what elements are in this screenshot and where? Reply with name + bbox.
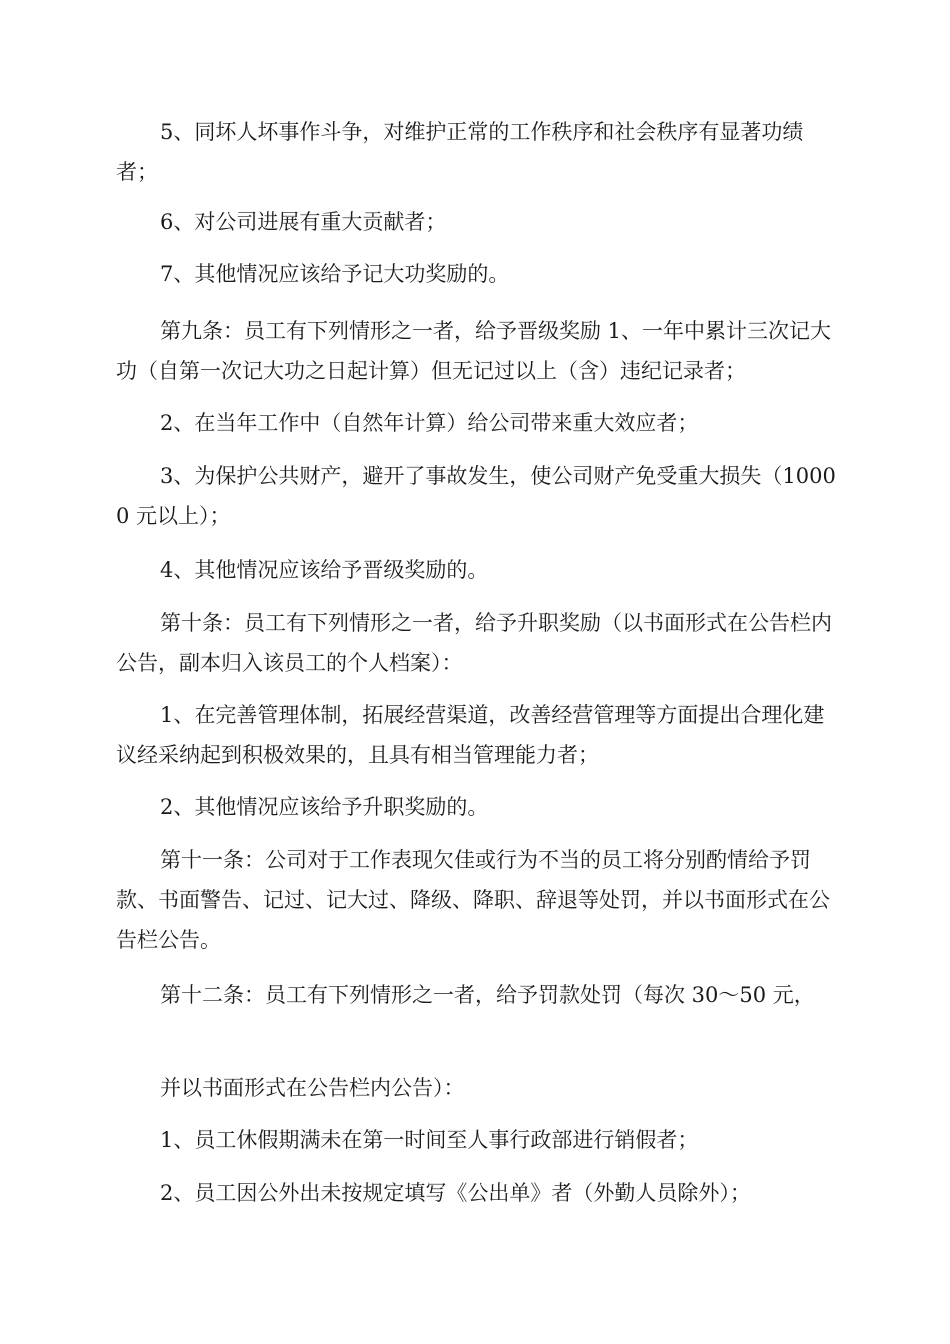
paragraph-article9: 第九条：员工有下列情形之一者，给予晋级奖励 1、一年中累计三次记大功（自第一次记大功之日起计算）但无记过以上（含）违纪记录者； — [116, 319, 832, 383]
paragraph-article9-item2: 2、在当年工作中（自然年计算）给公司带来重大效应者； — [160, 411, 699, 435]
paragraph-article12: 第十二条：员工有下列情形之一者，给予罚款处罚（每次 30～50 元， — [160, 983, 815, 1007]
paragraph-article12-item1: 1、员工休假期满未在第一时间至人事行政部进行销假者； — [160, 1128, 699, 1152]
paragraph-article10-item2: 2、其他情况应该给予升职奖励的。 — [160, 795, 489, 819]
paragraph-article12-item2: 2、员工因公外出未按规定填写《公出单》者（外勤人员除外）； — [160, 1181, 751, 1205]
paragraph-article9-item4: 4、其他情况应该给予晋级奖励的。 — [160, 558, 489, 582]
paragraph-article9-item3: 3、为保护公共财产，避开了事故发生，使公司财产免受重大损失（10000 元以上）； — [116, 464, 836, 528]
paragraph-article8-item6: 6、对公司进展有重大贡献者； — [160, 210, 447, 234]
paragraph-article12-continued: 并以书面形式在公告栏内公告）： — [160, 1076, 465, 1100]
paragraph-article8-item7: 7、其他情况应该给予记大功奖励的。 — [160, 262, 510, 286]
paragraph-article10: 第十条：员工有下列情形之一者，给予升职奖励（以书面形式在公告栏内公告，副本归入该员工的个人档案）： — [116, 611, 832, 675]
paragraph-article11: 第十一条：公司对于工作表现欠佳或行为不当的员工将分别酌情给予罚款、书面警告、记过、记大过、降级、降职、辞退等处罚，并以书面形式在公告栏公告。 — [116, 848, 830, 952]
paragraph-article8-item5: 5、同坏人坏事作斗争，对维护正常的工作秩序和社会秩序有显著功绩者； — [116, 120, 804, 184]
paragraph-article10-item1: 1、在完善管理体制，拓展经营渠道，改善经营管理等方面提出合理化建议经采纳起到积极效果的，且具有相当管理能力者； — [116, 703, 825, 767]
